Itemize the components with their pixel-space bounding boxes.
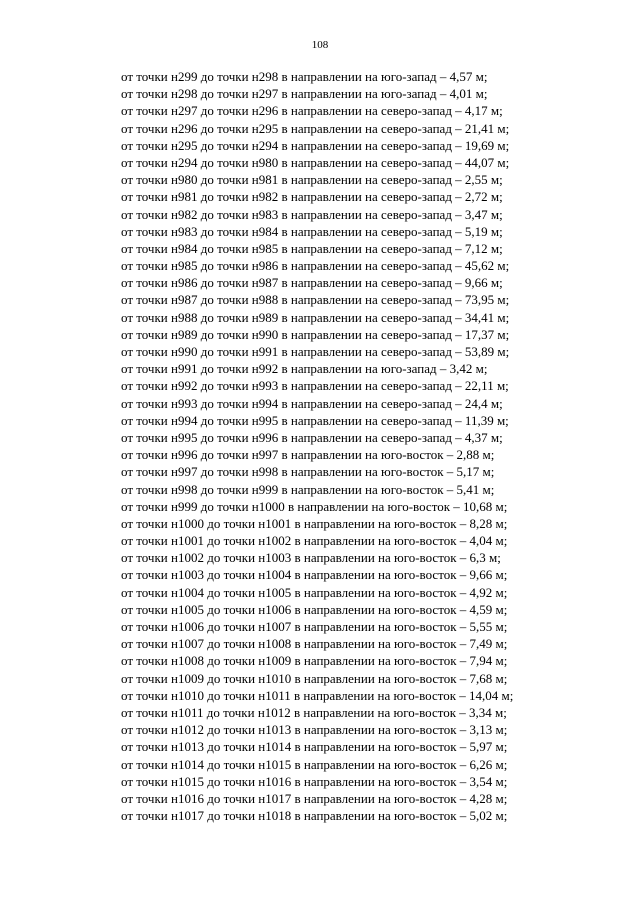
boundary-segment-line: от точки н1006 до точки н1007 в направлении на юго-восток – 5,55 м; xyxy=(121,619,508,634)
boundary-segment-line: от точки н990 до точки н991 в направлении на северо-запад – 53,89 м; xyxy=(121,344,510,359)
boundary-segment-line: от точки н996 до точки н997 в направлении на юго-восток – 2,88 м; xyxy=(121,447,495,463)
boundary-segment-line: от точки н1004 до точки н1005 в направлении на юго-восток – 4,92 м; xyxy=(121,584,508,600)
boundary-segment-line: от точки н1009 до точки н1010 в направлении на юго-восток – 7,68 м; xyxy=(121,670,508,686)
boundary-segment-line: от точки н998 до точки н999 в направлении на юго-восток – 5,41 м; xyxy=(121,481,495,497)
boundary-segment-line: от точки н1002 до точки н1003 в направлении на юго-восток – 6,3 м; xyxy=(121,550,501,566)
boundary-segment-line: от точки н999 до точки н1000 в направлении на юго-восток – 10,68 м; xyxy=(121,498,508,514)
boundary-segment-line: от точки н1010 до точки н1011 в направлении на юго-восток – 14,04 м; xyxy=(121,687,514,703)
boundary-segment-line: от точки н297 до точки н296 в направлении на северо-запад – 4,17 м; xyxy=(121,103,503,119)
boundary-segment-line: от точки н295 до точки н294 в направлении на северо-запад – 19,69 м; xyxy=(121,137,510,153)
boundary-segment-line: от точки н1016 до точки н1017 в направлении на юго-восток – 4,28 м; xyxy=(121,790,508,806)
boundary-segment-line: от точки н989 до точки н990 в направлении на северо-запад – 17,37 м; xyxy=(121,326,510,342)
boundary-segment-line: от точки н982 до точки н983 в направлении на северо-запад – 3,47 м; xyxy=(121,206,503,222)
boundary-segment-line: от точки н1017 до точки н1018 в направлении на юго-восток – 5,02 м; xyxy=(121,808,508,824)
boundary-segment-line: от точки н985 до точки н986 в направлении на северо-запад – 45,62 м; xyxy=(121,258,510,274)
boundary-segment-line: от точки н1014 до точки н1015 в направлении на юго-восток – 6,26 м; xyxy=(121,756,508,772)
boundary-segment-line: от точки н984 до точки н985 в направлении на северо-запад – 7,12 м; xyxy=(121,240,503,256)
boundary-segment-line: от точки н1013 до точки н1014 в направлении на юго-восток – 5,97 м; xyxy=(121,739,508,755)
boundary-segment-line: от точки н987 до точки н988 в направлении на северо-запад – 73,95 м; xyxy=(121,292,510,308)
boundary-segment-line: от точки н986 до точки н987 в направлении на северо-запад – 9,66 м; xyxy=(121,275,503,291)
boundary-segment-line: от точки н981 до точки н982 в направлении на северо-запад – 2,72 м; xyxy=(121,189,503,205)
boundary-segment-line: от точки н992 до точки н993 в направлении на северо-запад – 22,11 м; xyxy=(121,378,509,394)
boundary-segment-line: от точки н995 до точки н996 в направлении на северо-запад – 4,37 м; xyxy=(121,429,503,445)
boundary-segment-line: от точки н997 до точки н998 в направлении на юго-восток – 5,17 м; xyxy=(121,464,495,480)
boundary-segment-line: от точки н1012 до точки н1013 в направлении на юго-восток – 3,13 м; xyxy=(121,722,508,738)
page-number: 108 xyxy=(311,39,329,51)
boundary-segment-line: от точки н983 до точки н984 в направлении на северо-запад – 5,19 м; xyxy=(121,223,503,239)
boundary-segment-line: от точки н993 до точки н994 в направлении на северо-запад – 24,4 м; xyxy=(121,395,503,411)
boundary-segment-line: от точки н294 до точки н980 в направлении на северо-запад – 44,07 м; xyxy=(121,154,510,170)
boundary-segment-line: от точки н980 до точки н981 в направлении на северо-запад – 2,55 м; xyxy=(121,172,503,188)
boundary-segment-line: от точки н1007 до точки н1008 в направлении на юго-восток – 7,49 м; xyxy=(121,636,508,652)
boundary-segment-line: от точки н1005 до точки н1006 в направлении на юго-восток – 4,59 м; xyxy=(121,601,508,617)
boundary-segment-line: от точки н1001 до точки н1002 в направлении на юго-восток – 4,04 м; xyxy=(121,533,508,549)
boundary-segment-line: от точки н991 до точки н992 в направлении на юго-запад – 3,42 м; xyxy=(121,361,488,377)
boundary-segment-line: от точки н988 до точки н989 в направлении на северо-запад – 34,41 м; xyxy=(121,309,510,325)
boundary-segment-line: от точки н298 до точки н297 в направлении на юго-запад – 4,01 м; xyxy=(121,86,488,102)
boundary-segment-line: от точки н1015 до точки н1016 в направлении на юго-восток – 3,54 м; xyxy=(121,773,508,789)
boundary-segment-line: от точки н994 до точки н995 в направлении на северо-запад – 11,39 м; xyxy=(121,412,509,428)
boundary-segment-line: от точки н1000 до точки н1001 в направлении на юго-восток – 8,28 м; xyxy=(121,515,508,531)
boundary-segment-line: от точки н1011 до точки н1012 в направлении на юго-восток – 3,34 м; xyxy=(121,704,507,720)
boundary-segment-line: от точки н1003 до точки н1004 в направлении на юго-восток – 9,66 м; xyxy=(121,567,508,583)
boundary-description-list xyxy=(121,68,621,824)
boundary-segment-line: от точки н1008 до точки н1009 в направлении на юго-восток – 7,94 м; xyxy=(121,653,508,669)
boundary-segment-line: от точки н296 до точки н295 в направлении на северо-запад – 21,41 м; xyxy=(121,120,510,136)
boundary-segment-line: от точки н299 до точки н298 в направлении на юго-запад – 4,57 м; xyxy=(121,69,488,84)
